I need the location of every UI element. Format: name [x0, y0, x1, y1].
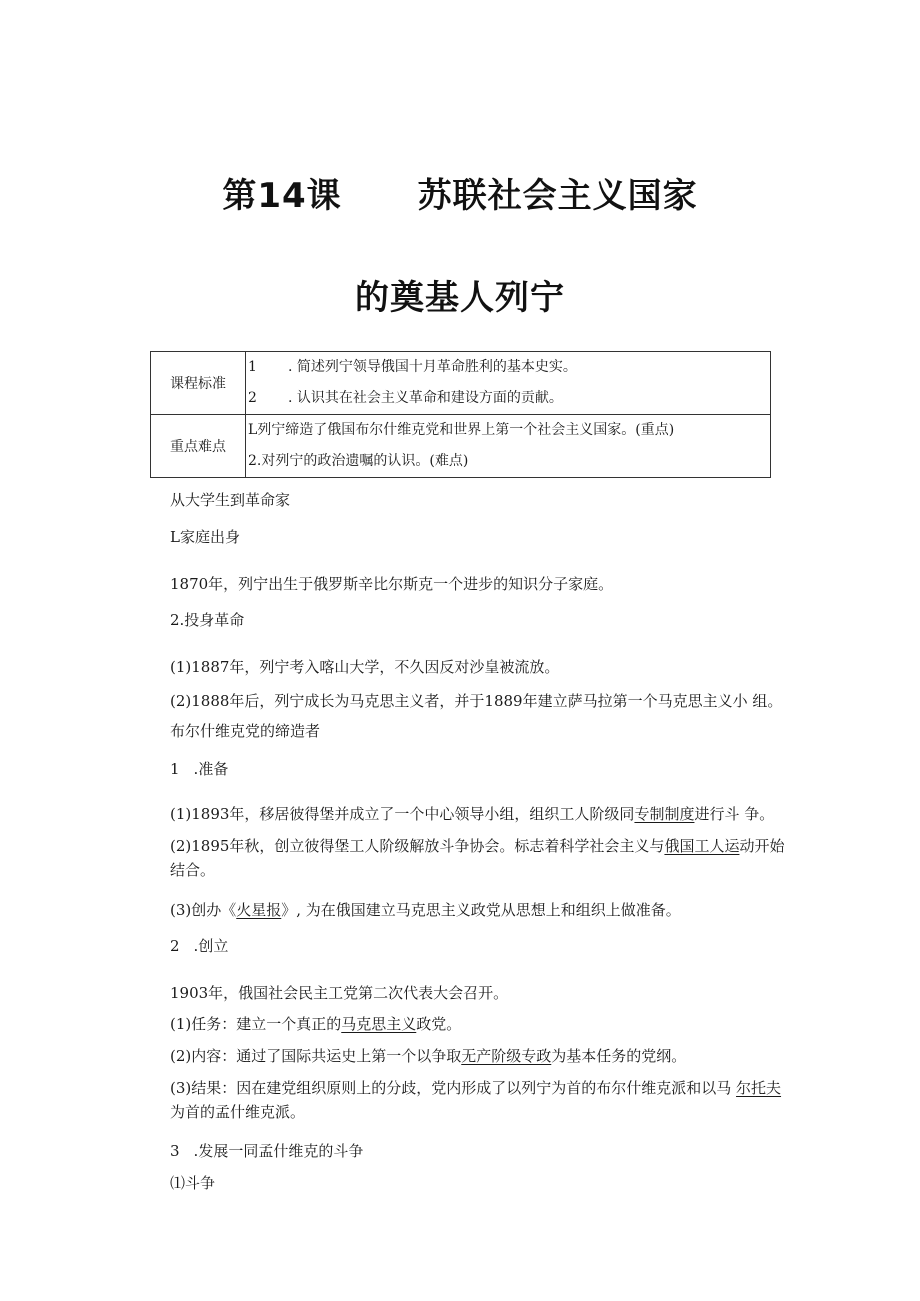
list-item: L列宁缔造了俄国布尔什维克党和世界上第一个社会主义国家。(重点) [248, 422, 675, 438]
underlined-term: 无产阶级专政 [461, 1047, 552, 1065]
standards-table [150, 351, 771, 478]
paragraph: (3)创办《火星报》, 为在俄国建立马克思主义政党从思想上和组织上做准备。 [170, 901, 681, 919]
paragraph: (3)结果：因在建党组织原则上的分歧，党内形成了以列宁为首的布尔什维克派和以马 尔托夫为首的孟什维克派。 [170, 1079, 782, 1121]
paragraph: 1870年，列宁出生于俄罗斯辛比尔斯克一个进步的知识分子家庭。 [170, 575, 614, 593]
underlined-term: 专制制度 [634, 805, 695, 823]
paragraph: 1903年，俄国社会民主工党第二次代表大会召开。 [170, 984, 509, 1002]
subheading: 2 .创立 [170, 937, 229, 955]
lesson-number: 第14课 [222, 176, 342, 216]
row-content-keypoints [246, 415, 771, 478]
underlined-term: 尔托夫 [736, 1079, 782, 1097]
paragraph: ⑴斗争 [170, 1174, 216, 1192]
section-heading: 布尔什维克党的缔造者 [170, 722, 321, 740]
subheading: 1 .准备 [170, 760, 229, 778]
lesson-title: 苏联社会主义国家 [417, 176, 698, 216]
subheading: 2.投身革命 [170, 611, 245, 629]
paragraph: (1)1887年，列宁考入喀山大学，不久因反对沙皇被流放。 [170, 658, 560, 676]
list-item: 2 . 认识其在社会主义革命和建设方面的贡献。 [248, 390, 563, 406]
subheading: 3 .发展一同孟什维克的斗争 [170, 1142, 364, 1160]
section-heading: 从大学生到革命家 [170, 491, 291, 509]
table-row [151, 415, 771, 478]
paragraph: (1)1893年，移居彼得堡并成立了一个中心领导小组，组织工人阶级同专制制度进行斗 争。 [170, 805, 775, 823]
underlined-term: 马克思主义 [341, 1015, 417, 1033]
page-title-line1 [0, 168, 920, 217]
subheading: L家庭出身 [170, 528, 240, 546]
row-content-standards [246, 352, 771, 415]
paragraph: (2)1895年秋，创立彼得堡工人阶级解放斗争协会。标志着科学社会主义与俄国工人运动开始结合。 [170, 837, 785, 879]
table-row [151, 352, 771, 415]
page-title-line2: 的奠基人列宁 [355, 278, 565, 318]
paragraph: (2)内容：通过了国际共运史上第一个以争取无产阶级专政为基本任务的党纲。 [170, 1047, 687, 1065]
row-label-standards: 课程标准 [151, 352, 246, 415]
underlined-term: 火星报 [236, 901, 282, 919]
list-item: 1 . 简述列宁领导俄国十月革命胜利的基本史实。 [248, 359, 577, 375]
row-label-keypoints: 重点难点 [151, 415, 246, 478]
paragraph: (2)1888年后，列宁成长为马克思主义者，并于1889年建立萨马拉第一个马克思主义小 组。 [170, 692, 783, 710]
underlined-term: 俄国工人运 [664, 837, 740, 855]
list-item: 2.对列宁的政治遗嘱的认识。(难点) [248, 453, 469, 469]
paragraph: (1)任务：建立一个真正的马克思主义政党。 [170, 1015, 462, 1033]
